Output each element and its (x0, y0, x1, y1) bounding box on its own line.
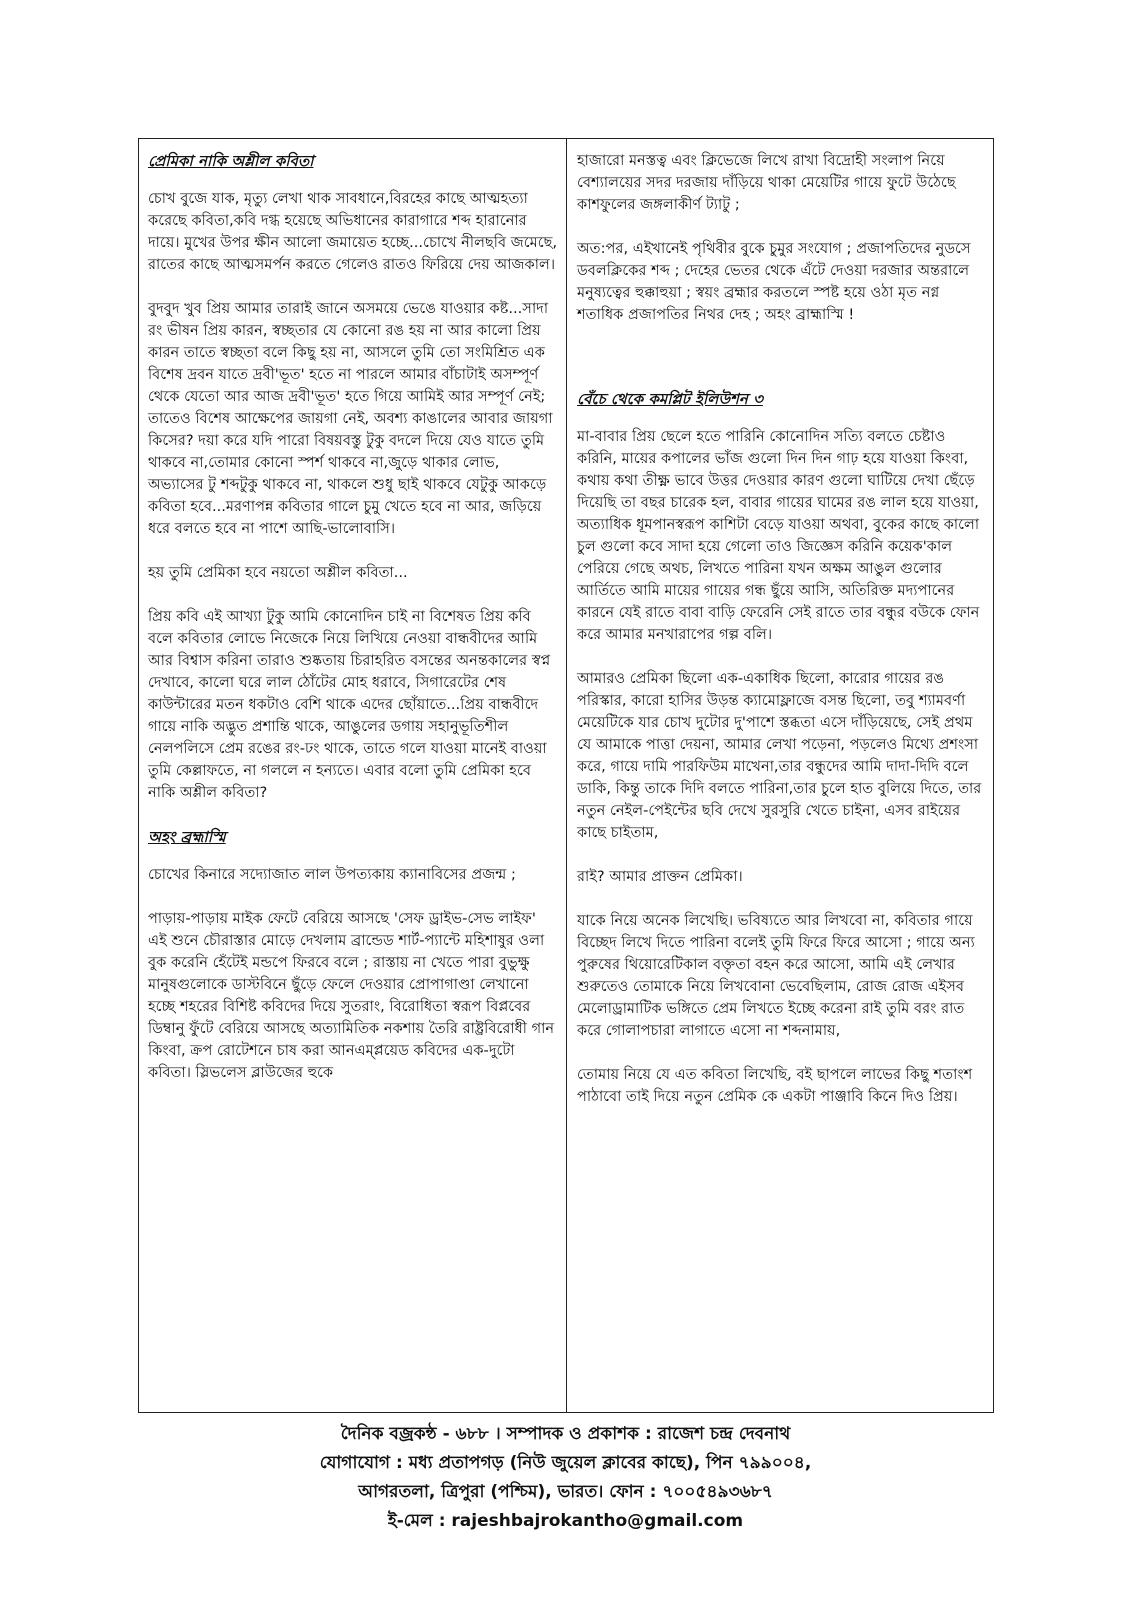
right-column (577, 150, 987, 1130)
footer-publication-line: দৈনিক বজ্রকন্ঠ - ৬৮৮ । সম্পাদক ও প্রকাশক : রাজেশ চন্দ্র দেবনাথ (340, 1424, 791, 1444)
paragraph: প্রিয় কবি এই আখ্যা টুকু আমি কোনোদিন চাই না বিশেষত প্রিয় কবি বলে কবিতার লোভে নিজেকে নিয়ে লিখিয়ে নেওয়া বান্ধবীদের আমি আর বিশ্বাস করিনা তারাও শুষ্কতায় চিরাহরিত বসন্তের অনন্তকালের স্বপ্ন দেখাবে, কালো ঘরে লাল ঠোঁটের মোহ ধরাবে, সিগারেটের শেষ কাউন্টারের মতন ধকটাও বেশি থাকে এদের ছোঁয়াতে...প্রিয় বান্ধবীদে গায়ে নাকি অদ্ভুত প্রশান্তি থাকে, আঙুলের ডগায় সহানুভূতিশীল নেলপলিসে প্রেম রঙের রং-ঢং থাকে, তাতে গলে যাওয়া মানেই বাওয়া তুমি কেল্লাফতে, না গললে ন হন্যতে। এবার বলো তুমি প্রেমিকা হবে নাকি অশ্লীল কবিতা? (148, 608, 555, 801)
footer-contact-line: যোগাযোগ : মধ্য প্রতাপগড় (নিউ জুয়েল ক্লাবের কাছে), পিন ৭৯৯০০৪, (319, 1453, 812, 1473)
section-heading: প্রেমিকা নাকি অশ্লীল কবিতা (148, 152, 314, 170)
paragraph: পাড়ায়-পাড়ায় মাইক ফেটে বেরিয়ে আসছে 'সেফ ড্রাইভ-সেভ লাইফ' এই শুনে চৌরাস্তার মোড়ে দেখলাম ব্রান্ডেড শার্ট-প্যান্টে মহিশাষুর ওলা বুক করেনি হেঁটেই মন্ডপে ফিরবে বলে ; রাস্তায় না খেতে পারা বুভুক্ষু মানুষগুলোকে ডাস্টবিনে ছুঁড়ে ফেলে দেওয়ার প্রোপাগাণ্ডা লেখানো হচ্ছে শহরের বিশিষ্ট কবিদের দিয়ে সুতরাং, বিরোধিতা স্বরূপ বিপ্লবের ডিম্বানু ফুঁটে বেরিয়ে আসছে অত্যামিতিক নকশায় তৈরি রাষ্ট্রবিরোধী গান কিংবা, ক্রপ রোটেশনে চাষ করা আনএম্প্লয়েড কবিদের এক-দুটো কবিতা। স্লিভলেস ব্লাউজের হুকে (148, 910, 559, 1081)
footer-email-line: ই-মেল : rajeshbajrokantho@gmail.com (387, 1511, 744, 1531)
section-aham-brahmasmi (148, 826, 558, 1084)
section-bNche-theke-complete-illusion (577, 388, 987, 1108)
left-column (148, 150, 562, 1106)
paragraph: মা-বাবার প্রিয় ছেলে হতে পারিনি কোনোদিন সত্যি বলতে চেষ্টাও করিনি, মায়ের কপালের ভাঁজ গুলো দিন দিন গাঢ় হয়ে যাওয়া কিংবা, কথায় কথা তীক্ষ্ণ ভাবে উত্তর দেওয়ার কারণ গুলো ঘাটিয়ে দেখা ছেঁড়ে দিয়েছি তা বছর চারেক হল, বাবার গায়ের ঘামের রঙ লাল হয়ে যাওয়া, অত্যাধিক ধূমপানস্বরূপ কাশিটা বেড়ে যাওয়া অথবা, বুকের কাছে কালো চুল গুলো কবে সাদা হয়ে গেলো তাও জিজ্ঞেস করিনি কয়েক'কাল পেরিয়ে গেছে অথচ, লিখতে পারিনা যখন অক্ষম আঙুল গুলোর আর্তিতে আমি মায়ের গায়ের গন্ধ ছুঁয়ে আসি, অতিরিক্ত মদ্যপানের কারনে যেই রাতে বাবা বাড়ি ফেরেনি সেই রাতে তার বন্ধুর বউকে ফোন করে আমার মনখারাপের গল্প বলি। (577, 428, 984, 643)
publisher-footer (0, 1420, 1131, 1536)
paragraph: চোখ বুজে যাক, মৃত্যু লেখা থাক সাবধানে,বিরহের কাছে আত্মহত্যা করেছে কবিতা,কবি দগ্ধ হয়েছে অভিধানের কারাগারে শব্দ হারানোর দায়ে। মুখের উপর ক্ষীন আলো জমায়েত হচ্ছে...চোখে নীলছবি জমেছে, রাতের কাছে আত্মসমর্পন করতে গেলেও রাতও ফিরিয়ে দেয় আজকাল। (148, 190, 562, 273)
paragraph: তোমায় নিয়ে যে এত কবিতা লিখেছি, বই ছাপলে লাভের কিছু শতাংশ পাঠাবো তাই দিয়ে নতুন প্রেমিক কে একটা পাঞ্জাবি কিনে দিও প্রিয়। (577, 1066, 977, 1105)
footer-address-line: আগরতলা, ত্রিপুরা (পশ্চিম), ভারত। ফোন : ৭০০৫৪৯৩৬৮৭ (358, 1482, 773, 1502)
paragraph: যাকে নিয়ে অনেক লিখেছি। ভবিষ্যতে আর লিখবো না, কবিতার গায়ে বিচ্ছেদ লিখে দিতে পারিনা বলেই তুমি ফিরে ফিরে আসো ; গায়ে অন্য পুরুষের থিয়োরেটিকাল বক্তৃতা বহন করে আসো, আমি এই লেখার শুরুতেও তোমাকে নিয়ে লিখবোনা ভেবেছিলাম, রোজ রোজ এইসব মেলোড্রামাটিক ভঙ্গিতে প্রেম লিখতে ইচ্ছে করেনা রাই তুমি বরং রাত করে গোলাপচারা লাগাতে এসো না শব্দনামায়, (577, 912, 980, 1039)
paragraph: রাই? আমার প্রাক্তন প্রেমিকা। (577, 868, 743, 885)
paragraph: বুদবুদ খুব প্রিয় আমার তারাই জানে অসময়ে ভেঙে যাওয়ার কষ্ট...সাদা রং ভীষন প্রিয় কারন, স্বচ্ছতার যে কোনো রঙ হয় না আর কালো প্রিয় কারন তাতে স্বচ্ছতা বলে কিছু হয় না, আসলে তুমি তো সংমিশ্রিত এক বিশেষ দ্রবন যাতে দ্রবী'ভূত' হতে না পারলে আমার বাঁচাটাই অসম্পূর্ণ থেকে যেতো আর আজ দ্রবী'ভূত' হতে গিয়ে আমিই আর সম্পূর্ণ নেই; তাতেও বিশেষ আক্ষেপের জায়গা নেই, অবশ্য কাঙালের আবার জায়গা কিসের? দয়া করে যদি পারো বিষয়বস্তু টুকু বদলে দিয়ে যেও যাতে তুমি থাকবে না,তোমার কোনো স্পর্শ থাকবে না,জুড়ে থাকার লোভ, অভ্যাসের টু শব্দটুকু থাকবে না, থাকলে শুধু ছাই থাকবে যেটুকু আকড়ে কবিতা হবে...মরণাপন্ন কবিতার গালে চুমু খেতে হবে না আর, জড়িয়ে ধরে বলতে হবে না পাশে আছি-ভালোবাসি। (148, 300, 558, 537)
section-aham-brahmasmi-continued (577, 150, 987, 326)
paragraph: হাজারো মনস্তত্ব এবং ক্লিভেজে লিখে রাখা বিদ্রোহী সংলাপ নিয়ে বেশ্যালয়ের সদর দরজায় দাঁড়িয়ে থাকা মেয়েটির গায়ে ফুটে উঠেছে কাশফুলের জঙ্গলাকীর্ণ ট্যাটু ; (577, 152, 961, 213)
paragraph: অত:পর, এইখানেই পৃথিবীর বুকে চুমুর সংযোগ ; প্রজাপতিদের নুডসে ডবলক্লিকের শব্দ ; দেহের ভেতর থেকে এঁটে দেওয়া দরজার অন্তরালে মনুষ্যত্বের হুক্কাহুয়া ; স্বয়ং ব্রহ্মার করতলে স্পষ্ট হয়ে ওঠা মৃত নগ্ন শতাধিক প্রজাপতির নিথর দেহ ; অহং ব্রাহ্মাস্মি ! (577, 240, 976, 323)
column-divider (566, 138, 567, 1413)
section-heading: বেঁচে থেকে কমপ্লিট ইলিউশন ৩ (577, 390, 763, 408)
paragraph: চোখের কিনারে সদ্যোজাত লাল উপত্যকায় ক্যানাবিসের প্রজন্ম ; (148, 866, 516, 883)
section-premika-naki-oshlil-kobita (148, 150, 562, 804)
section-heading: অহং ব্রহ্মাস্মি (148, 828, 226, 846)
paragraph: হয় তুমি প্রেমিকা হবে নয়তো অশ্লীল কবিতা... (148, 564, 408, 581)
paragraph: আমারও প্রেমিকা ছিলো এক-একাধিক ছিলো, কারোর গায়ের রঙ পরিস্কার, কারো হাসির উড়ন্ত ক্যামোফ্লাজে বসন্ত ছিলো, তবু শ্যামবর্ণা মেয়েটিকে যার চোখ দুটোর দু'পাশে স্তব্ধতা এসে দাঁড়িয়েছে, সেই প্রথম যে আমাকে পাত্তা দেয়না, আমার লেখা পড়েনা, পড়লেও মিথ্যে প্রশংসা করে, গায়ে দামি পারফিউম মাখেনা,তার বন্ধুদের আমি দাদা-দিদি বলে ডাকি, কিন্তু তাকে দিদি বলতে পারিনা,তার চুলে হাত বুলিয়ে দিতে, তার নতুন নেইল-পেইন্টের ছবি দেখে সুরসুরি খেতে চাইনা, এসব রাইয়ের কাছে চাইতাম, (577, 670, 986, 841)
